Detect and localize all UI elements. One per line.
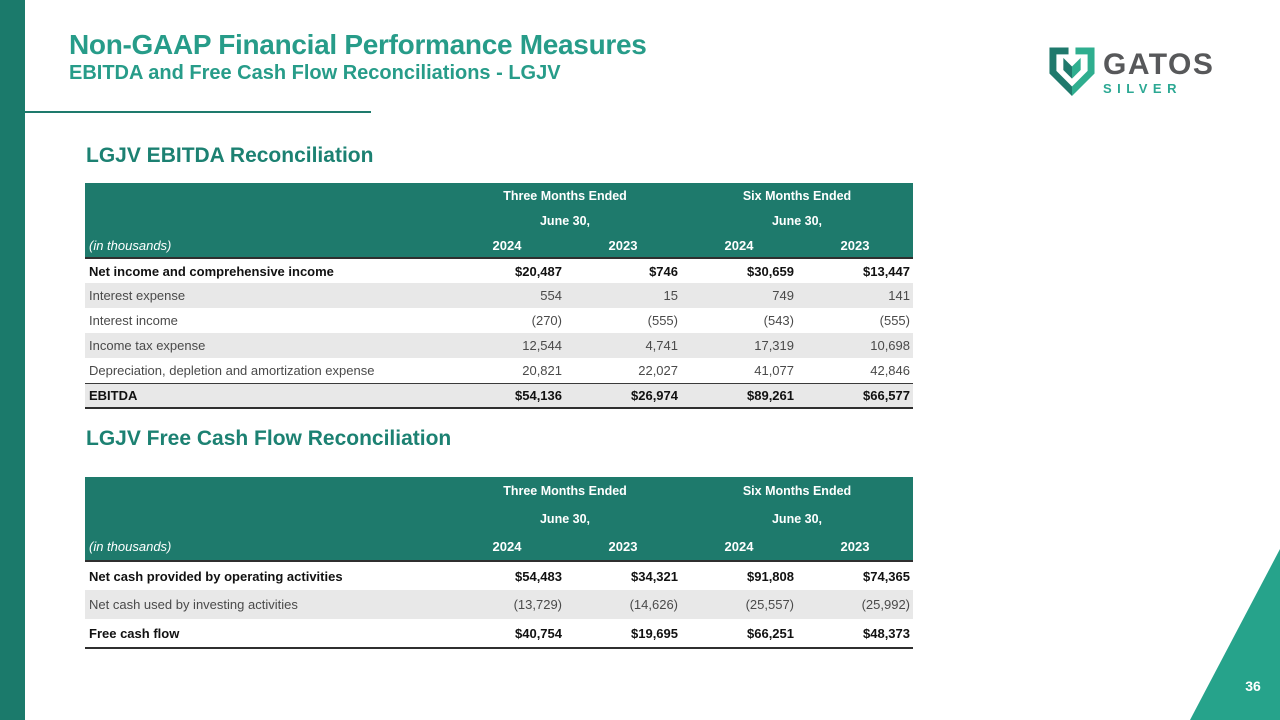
row-value: 20,821: [522, 362, 562, 378]
year-header: 2023: [797, 233, 913, 258]
row-value: $48,373: [797, 619, 913, 648]
col-group-three-months: Three Months Ended: [449, 183, 681, 208]
table-header-dates: [85, 208, 913, 233]
table-row: [85, 358, 913, 383]
page-number: 36: [1245, 678, 1261, 694]
row-value: $66,577: [797, 383, 913, 408]
row-value: 17,319: [681, 333, 797, 358]
table-row: [85, 308, 913, 333]
row-label: Interest expense: [85, 283, 449, 308]
date-subheader: June 30,: [449, 208, 681, 233]
row-label: EBITDA: [85, 383, 449, 408]
row-label: Income tax expense: [85, 333, 449, 358]
slide-subtitle: EBITDA and Free Cash Flow Reconciliations - LGJV: [69, 62, 561, 84]
row-value: 749: [681, 283, 797, 308]
table-header-groups: [85, 477, 913, 505]
row-value: 22,027: [638, 362, 678, 378]
table-header-dates: [85, 505, 913, 533]
row-value: (13,729): [449, 590, 565, 619]
table-header-groups: [85, 183, 913, 208]
ebitda-table: [85, 183, 913, 409]
row-value: $34,321: [565, 561, 681, 590]
table-row: [85, 258, 913, 283]
header-empty-cell: [85, 505, 449, 533]
row-value: 42,846: [870, 362, 910, 378]
year-header: 2024: [681, 533, 797, 561]
unit-note: (in thousands): [85, 233, 449, 258]
row-value: (543): [763, 313, 794, 328]
row-value: (25,992): [797, 590, 913, 619]
title-divider: [25, 111, 371, 113]
table-row: [85, 333, 913, 358]
row-value: (14,626): [565, 590, 681, 619]
col-group-six-months: Six Months Ended: [681, 477, 913, 505]
row-value: $19,695: [565, 619, 681, 648]
row-value: $74,365: [797, 561, 913, 590]
row-label: Net cash used by investing activities: [85, 590, 449, 619]
row-value: 41,077: [754, 362, 794, 378]
year-header: 2023: [565, 533, 681, 561]
date-subheader: June 30,: [681, 208, 913, 233]
header-empty-cell: [85, 208, 449, 233]
header-empty-cell: [85, 477, 449, 505]
ebitda-section-heading: LGJV EBITDA Reconciliation: [86, 144, 374, 167]
table-row-total: [85, 619, 913, 648]
corner-accent-triangle: [1190, 549, 1280, 720]
header-empty-cell: [85, 183, 449, 208]
table-header-years: [85, 533, 913, 561]
table-row: [85, 283, 913, 308]
row-label: Interest income: [89, 313, 178, 328]
left-accent-bar: [0, 0, 25, 720]
row-value: (270): [531, 313, 562, 328]
logo-wordmark: [1103, 48, 1215, 96]
table-row: [85, 590, 913, 619]
table-row-total: [85, 383, 913, 408]
row-value: 15: [565, 283, 681, 308]
table-header-years: [85, 233, 913, 258]
row-label: Depreciation, depletion and amortization expense: [89, 362, 375, 378]
year-header: 2024: [681, 233, 797, 258]
col-group-six-months: Six Months Ended: [681, 183, 913, 208]
logo-name: GATOS: [1103, 48, 1215, 81]
date-subheader: June 30,: [681, 505, 913, 533]
year-header: 2024: [449, 233, 565, 258]
row-value: $26,974: [565, 383, 681, 408]
shield-icon: [1046, 42, 1098, 98]
row-label: Net income and comprehensive income: [85, 258, 449, 283]
logo-subname: SILVER: [1103, 81, 1182, 96]
row-value: $40,754: [449, 619, 565, 648]
row-value: (555): [647, 313, 678, 328]
row-value: 10,698: [797, 333, 913, 358]
row-value: 4,741: [565, 333, 681, 358]
row-value: $66,251: [681, 619, 797, 648]
unit-note: (in thousands): [85, 533, 449, 561]
row-value: $54,136: [449, 383, 565, 408]
row-value: (555): [879, 313, 910, 328]
col-group-three-months: Three Months Ended: [449, 477, 681, 505]
row-value: $54,483: [449, 561, 565, 590]
row-value: $20,487: [449, 258, 565, 283]
fcf-section-heading: LGJV Free Cash Flow Reconciliation: [86, 427, 452, 450]
row-value: $13,447: [797, 258, 913, 283]
gatos-silver-logo: [1046, 40, 1214, 98]
year-header: 2024: [449, 533, 565, 561]
free-cash-flow-table: [85, 477, 913, 649]
row-value: 12,544: [449, 333, 565, 358]
row-label: Free cash flow: [85, 619, 449, 648]
row-value: 141: [797, 283, 913, 308]
row-value: (25,557): [681, 590, 797, 619]
date-subheader: June 30,: [449, 505, 681, 533]
year-header: 2023: [797, 533, 913, 561]
row-label: Net cash provided by operating activities: [85, 561, 449, 590]
row-value: $89,261: [681, 383, 797, 408]
row-value: $91,808: [681, 561, 797, 590]
row-value: $746: [565, 258, 681, 283]
slide-title: Non-GAAP Financial Performance Measures: [69, 29, 647, 60]
year-header: 2023: [565, 233, 681, 258]
row-value: 554: [449, 283, 565, 308]
row-value: $30,659: [681, 258, 797, 283]
table-row: [85, 561, 913, 590]
